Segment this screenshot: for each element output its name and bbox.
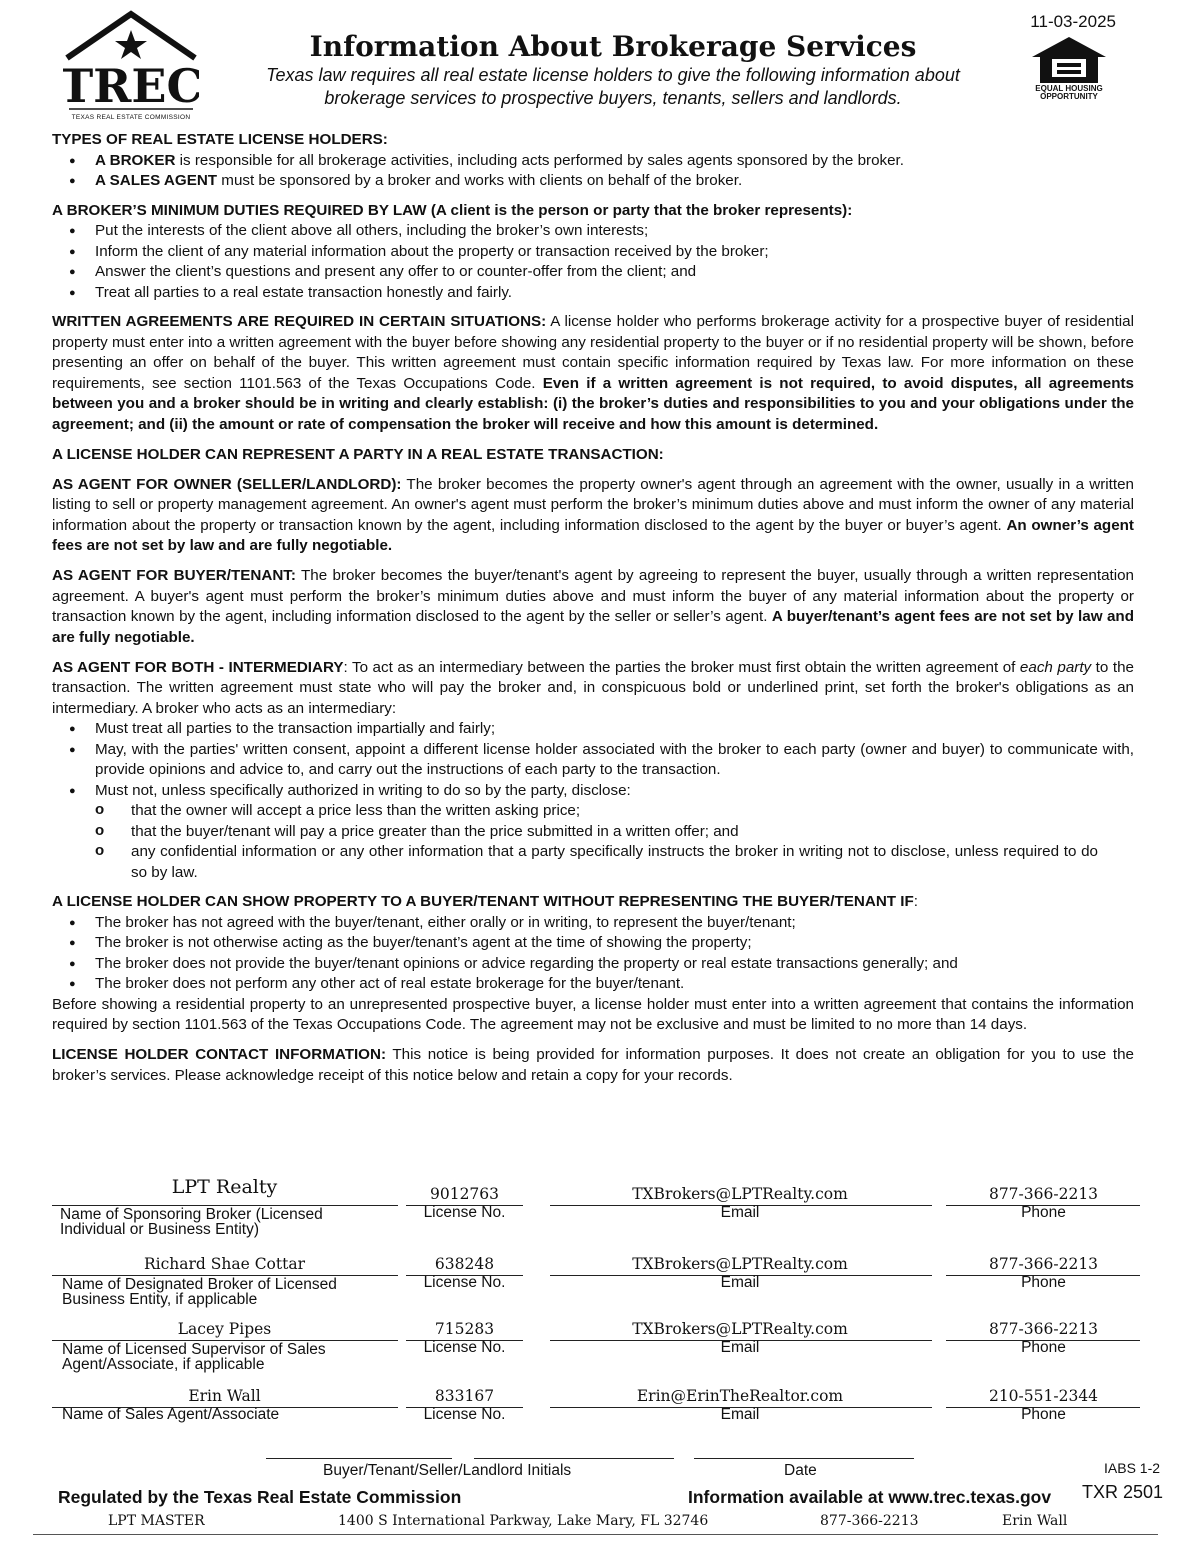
contact-row-sponsoring-broker bbox=[52, 1176, 1142, 1236]
show-property-list bbox=[52, 913, 1134, 995]
supervisor-label: Name of Licensed Supervisor of Sales Agent/Associate, if applicable bbox=[62, 1341, 326, 1373]
contact-row-sales-agent bbox=[52, 1387, 1142, 1447]
list-item: ● The broker does not perform any other act of real estate brokerage for the buyer/tenant. bbox=[52, 974, 1134, 995]
logo-subtext: TEXAS REAL ESTATE COMMISSION bbox=[71, 114, 191, 121]
email-label: Email bbox=[720, 1274, 760, 1291]
list-item: ● Treat all parties to a real estate transaction honestly and fairly. bbox=[52, 283, 1134, 304]
designated-broker-email[interactable]: TXBrokers@LPTRealty.com bbox=[632, 1255, 848, 1273]
buyer-initials-line[interactable] bbox=[266, 1458, 452, 1459]
seller-initials-line[interactable] bbox=[474, 1458, 674, 1459]
regulated-by: Regulated by the Texas Real Estate Commission bbox=[58, 1487, 462, 1507]
email-label: Email bbox=[720, 1204, 760, 1221]
footer-phone: 877-366-2213 bbox=[820, 1513, 919, 1529]
supervisor-license[interactable]: 715283 bbox=[434, 1320, 495, 1338]
list-item: ● The broker has not agreed with the buyer/tenant, either orally or in writing, to represent the buyer/tenant; bbox=[52, 913, 1134, 934]
list-item: ● The broker does not provide the buyer/tenant opinions or advice regarding the property or real estate transactions generally; and bbox=[52, 954, 1134, 975]
duties-heading: A BROKER’S MINIMUM DUTIES REQUIRED BY LAW (A client is the person or party that the broker represents): bbox=[52, 201, 853, 219]
list-item: ● Must not, unless specifically authorized in writing to do so by the party, disclose: o that the owner will accept a price less than the written asking price; o that the buyer/tenant will pay a price greater than the price submitted in a written offer; and o any confidential information or any other information that a party specifically instructs the broker in writing not to disclose, unless required to do so by law. bbox=[52, 781, 1134, 884]
phone-label: Phone bbox=[1021, 1406, 1066, 1423]
trec-logo-icon bbox=[63, 10, 199, 114]
date-label: Date bbox=[784, 1462, 817, 1479]
supervisor-name[interactable]: Lacey Pipes bbox=[177, 1320, 272, 1338]
broker-license[interactable]: 9012763 bbox=[429, 1185, 500, 1203]
types-list bbox=[52, 151, 1134, 192]
sales-agent-name[interactable]: Erin Wall bbox=[188, 1387, 261, 1405]
list-item: ● Must treat all parties to the transaction impartially and fairly; bbox=[52, 719, 1134, 740]
list-item: o that the buyer/tenant will pay a price greater than the price submitted in a written offer; and bbox=[95, 822, 1098, 843]
contact-info-paragraph: LICENSE HOLDER CONTACT INFORMATION: This notice is being provided for information purposes. It does not create an obligation for you to use the broker’s services. Please acknowledge receipt of this notice below and retain a copy for your records. bbox=[52, 1046, 1134, 1084]
footer-address: 1400 S International Parkway, Lake Mary, FL 32746 bbox=[338, 1513, 709, 1529]
duties-list bbox=[52, 221, 1134, 303]
list-item: ● A SALES AGENT must be sponsored by a broker and works with clients on behalf of the broker. bbox=[52, 171, 1134, 192]
contact-row-designated-broker bbox=[52, 1255, 1142, 1315]
footer-office: LPT MASTER bbox=[108, 1513, 205, 1529]
page-subtitle: Texas law requires all real estate license holders to give the following information about brokerage services to prospective buyers, tenants, sellers and landlords. bbox=[266, 65, 960, 108]
sales-agent-license[interactable]: 833167 bbox=[434, 1387, 495, 1405]
designated-broker-phone[interactable]: 877-366-2213 bbox=[988, 1255, 1099, 1273]
date-line[interactable] bbox=[694, 1458, 914, 1459]
sales-agent-phone[interactable]: 210-551-2344 bbox=[988, 1387, 1099, 1405]
written-agreements-paragraph: WRITTEN AGREEMENTS ARE REQUIRED IN CERTAIN SITUATIONS: A license holder who performs brokerage activity for a prospective buyer of residential property must enter into a written agreement with the buyer before showing any residential property to the buyer or if no residential property will be shown, before presenting an offer on behalf of the buyer. This written agreement must contain specific information required by Texas law. For more information on these requirements, see section 1101.563 of the Texas Occupations Code. Even if a written agreement is not required, to avoid disputes, all agreements between you and a broker should be in writing and clearly establish: (i) the broker’s duties and responsibilities to you and your obligations under the agreement; and (ii) the amount or rate of compensation the broker will receive and how this amount is determined. bbox=[52, 313, 1134, 433]
equal-housing-text: EQUAL HOUSING OPPORTUNITY bbox=[1035, 84, 1103, 101]
phone-label: Phone bbox=[1021, 1274, 1066, 1291]
contact-row-supervisor bbox=[52, 1320, 1142, 1380]
unrepresented-buyer-paragraph: Before showing a residential property to an unrepresented prospective buyer, a license holder must enter into a written agreement that contains the information required by section 1101.563 of the Texas Occupations Code. The agreement may not be exclusive and must be limited to no more than 14 days. bbox=[52, 995, 1134, 1033]
show-property-heading: A LICENSE HOLDER CAN SHOW PROPERTY TO A BUYER/TENANT WITHOUT REPRESENTING THE BUYER/TENANT IF: bbox=[52, 893, 919, 910]
list-item: o that the owner will accept a price less than the written asking price; bbox=[95, 801, 1098, 822]
designated-broker-name[interactable]: Richard Shae Cottar bbox=[143, 1255, 306, 1273]
designated-broker-label: Name of Designated Broker of Licensed Business Entity, if applicable bbox=[62, 1276, 337, 1308]
email-label: Email bbox=[720, 1339, 760, 1356]
logo-text: TREC bbox=[63, 59, 199, 113]
sales-agent-email[interactable]: Erin@ErinTheRealtor.com bbox=[636, 1387, 844, 1405]
trec-logo bbox=[63, 10, 199, 122]
phone-label: Phone bbox=[1021, 1204, 1066, 1221]
list-item: ● Put the interests of the client above all others, including the broker’s own interests; bbox=[52, 221, 1134, 242]
form-number: TXR 2501 bbox=[1082, 1482, 1164, 1502]
list-item: o any confidential information or any other information that a party specifically instructs the broker in writing not to disclose, unless required to do so by law. bbox=[95, 842, 1098, 883]
initials-label: Buyer/Tenant/Seller/Landlord Initials bbox=[323, 1462, 572, 1479]
list-item: ● The broker is not otherwise acting as the buyer/tenant’s agent at the time of showing the property; bbox=[52, 933, 1134, 954]
intermediary-list bbox=[52, 719, 1134, 883]
buyer-agent-paragraph: AS AGENT FOR BUYER/TENANT: The broker becomes the buyer/tenant's agent by agreeing to represent the buyer, usually through a written representation agreement. A buyer's agent must perform the broker’s minimum duties above and must inform the buyer of any material information about the property or transaction known by the agent, including information disclosed to the agent by the seller or seller’s agent. A buyer/tenant’s agent fees are not set by law and are fully negotiable. bbox=[52, 567, 1134, 646]
license-label: License No. bbox=[423, 1274, 506, 1291]
list-item: ● A BROKER is responsible for all brokerage activities, including acts performed by sales agents sponsored by the broker. bbox=[52, 151, 1134, 172]
owner-agent-paragraph: AS AGENT FOR OWNER (SELLER/LANDLORD): The broker becomes the property owner's agent through an agreement with the owner, usually in a written listing to sell or property management agreement. An owner's agent must perform the broker’s minimum duties above and must inform the owner of any material information about the property or transaction known by the agent, including information disclosed to the agent by the buyer or buyer’s agent. An owner’s agent fees are not set by law and are fully negotiable. bbox=[52, 475, 1134, 554]
intermediary-paragraph: AS AGENT FOR BOTH - INTERMEDIARY: To act as an intermediary between the parties the broker must first obtain the written agreement of each party to the transaction. The written agreement must state who will pay the broker and, in conspicuous bold or underlined print, set forth the broker's obligations as an intermediary. A broker who acts as an intermediary: bbox=[52, 658, 1134, 717]
supervisor-email[interactable]: TXBrokers@LPTRealty.com bbox=[632, 1320, 848, 1338]
supervisor-phone[interactable]: 877-366-2213 bbox=[988, 1320, 1099, 1338]
list-item: ● Answer the client’s questions and present any offer to or counter-offer from the client; and bbox=[52, 262, 1134, 283]
footer-divider bbox=[33, 1534, 1158, 1535]
represent-heading: A LICENSE HOLDER CAN REPRESENT A PARTY IN A REAL ESTATE TRANSACTION: bbox=[52, 445, 664, 463]
list-item: ● Inform the client of any material information about the property or transaction received by the broker; bbox=[52, 242, 1134, 263]
license-label: License No. bbox=[423, 1204, 506, 1221]
phone-label: Phone bbox=[1021, 1339, 1066, 1356]
iabs-code: IABS 1-2 bbox=[1104, 1460, 1161, 1476]
equal-housing-logo bbox=[1030, 35, 1108, 105]
intermediary-sublist bbox=[95, 801, 1134, 883]
info-available[interactable]: Information available at www.trec.texas.gov bbox=[688, 1487, 1052, 1507]
types-heading: TYPES OF REAL ESTATE LICENSE HOLDERS: bbox=[52, 131, 388, 148]
equal-housing-icon bbox=[1030, 35, 1108, 85]
broker-name-label: Name of Sponsoring Broker (Licensed Individual or Business Entity) bbox=[60, 1206, 323, 1238]
designated-broker-license[interactable]: 638248 bbox=[434, 1255, 495, 1273]
broker-email[interactable]: TXBrokers@LPTRealty.com bbox=[632, 1185, 848, 1203]
sales-agent-label: Name of Sales Agent/Associate bbox=[62, 1406, 280, 1423]
license-label: License No. bbox=[423, 1406, 506, 1423]
list-item: ● May, with the parties' written consent, appoint a different license holder associated with the broker to each party (owner and buyer) to communicate with, provide opinions and advice to, and carry out the instructions of each party to the transaction. bbox=[52, 740, 1134, 781]
broker-name[interactable]: LPT Realty bbox=[171, 1176, 278, 1198]
license-label: License No. bbox=[423, 1339, 506, 1356]
document-body bbox=[52, 130, 1134, 1096]
form-date: 11-03-2025 bbox=[1030, 12, 1116, 31]
email-label: Email bbox=[720, 1406, 760, 1423]
page-title: Information About Brokerage Services bbox=[309, 30, 917, 63]
broker-phone[interactable]: 877-366-2213 bbox=[988, 1185, 1099, 1203]
footer-agent: Erin Wall bbox=[1002, 1513, 1068, 1529]
